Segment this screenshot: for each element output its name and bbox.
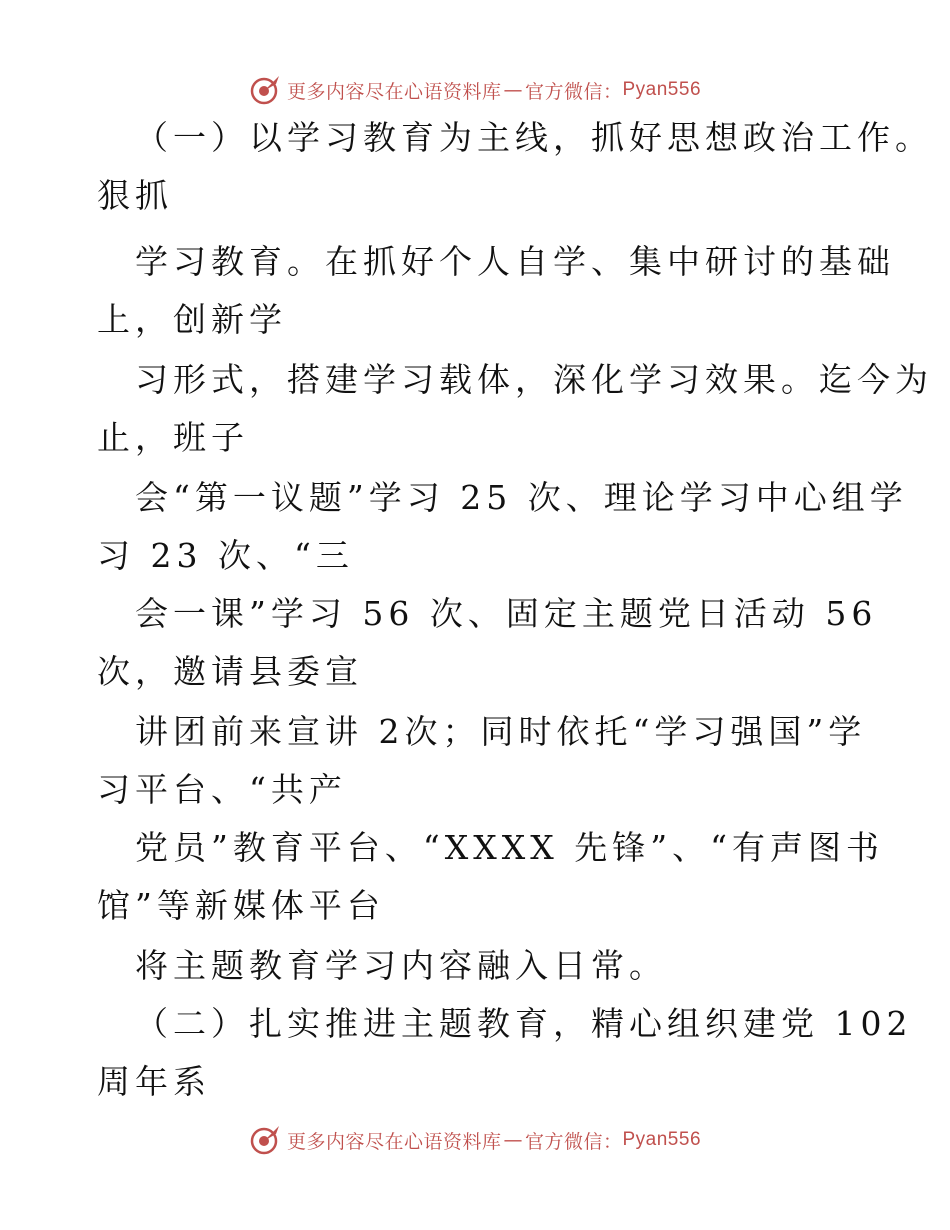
watermark-separator: — (503, 79, 523, 101)
text-line: 会一课”学习 56 次、固定主题党日活动 56 (135, 594, 878, 633)
text-line: 将主题教育学习内容融入日常。 (135, 946, 667, 985)
watermark-banner-top (0, 70, 950, 110)
text-line: 学习教育。在抓好个人自学、集中研讨的基础 (135, 242, 895, 281)
watermark-banner-bottom (0, 1120, 950, 1160)
quill-logo-icon (249, 1123, 283, 1157)
quill-logo-icon (249, 73, 283, 107)
text-line: 习形式，搭建学习载体，深化学习效果。迄今为 (135, 360, 933, 399)
watermark-wechat-id: Pyan556 (622, 79, 702, 100)
text-line: 周年系 (97, 1062, 211, 1101)
watermark-site-text: 更多内容尽在心语资料库 (286, 80, 502, 103)
text-line: 馆”等新媒体平台 (97, 886, 385, 925)
text-line: （二）扎实推进主题教育，精心组织建党 102 (135, 1004, 913, 1043)
text-line: 上，创新学 (97, 300, 287, 339)
watermark-wechat-id: Pyan556 (622, 1129, 702, 1150)
text-line: 党员”教育平台、“XXXX 先锋”、“有声图书 (135, 828, 884, 867)
text-line: 会“第一议题”学习 25 次、理论学习中心组学 (135, 478, 908, 517)
text-line: 讲团前来宣讲 2次；同时依托“学习强国”学 (135, 712, 867, 751)
watermark-separator: — (503, 1129, 523, 1151)
text-line: 习 23 次、“三 (97, 536, 354, 575)
text-line: 狠抓 (97, 176, 173, 215)
text-line: （一）以学习教育为主线，抓好思想政治工作。 (135, 118, 933, 157)
watermark-site-text: 更多内容尽在心语资料库 (286, 1130, 502, 1153)
watermark-wechat-label: 官方微信： (524, 1130, 623, 1153)
watermark-wechat-label: 官方微信： (524, 80, 623, 103)
text-line: 习平台、“共产 (97, 770, 347, 809)
text-line: 止，班子 (97, 418, 249, 457)
text-line: 次，邀请县委宣 (97, 652, 363, 691)
